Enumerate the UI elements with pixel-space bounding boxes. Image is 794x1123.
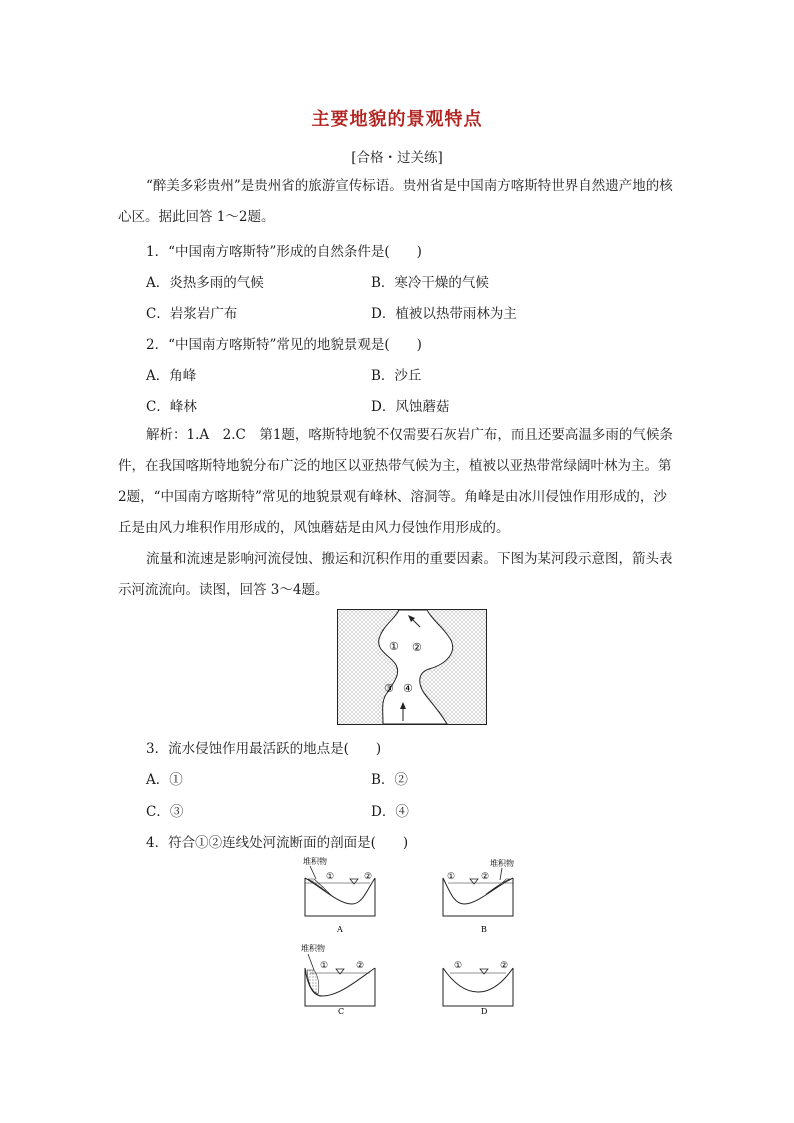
cross-section-a: [300, 856, 380, 936]
question-1-option-c: C．岩浆岩广布: [146, 306, 238, 322]
question-1-option-d: D．植被以热带雨林为主: [371, 306, 517, 322]
question-3-option-d: D．④: [371, 804, 409, 820]
river-diagram: [337, 609, 487, 725]
section-c-label-2: ②: [356, 961, 365, 971]
section-b-label-2: ②: [481, 872, 490, 882]
page-subtitle: [合格・过关练]: [351, 150, 443, 166]
section-d-label-2: ②: [500, 961, 509, 971]
river-label-1: ①: [389, 640, 399, 653]
river-label-2: ②: [412, 641, 422, 654]
river-label-3: ③: [384, 682, 394, 695]
section-a-label-2: ②: [364, 872, 373, 882]
cross-section-c: [300, 940, 385, 1020]
question-3-option-a: A．①: [146, 772, 183, 788]
section-c-deposit-label: 堆积物: [301, 944, 325, 953]
section-b-caption: B: [481, 925, 487, 934]
analysis-paragraph: 解析：1.A 2.C 第1题，喀斯特地貌不仅需要石灰岩广布，而且还要高温多雨的气候条件，在我国喀斯特地貌分布广泛的地区以亚热带气候为主，植被以亚热带常绿阔叶林为主。第2题，“中国南方喀斯特”常见的地貌景观有峰林、溶洞等。角峰是由冰川侵蚀作用形成的，沙丘是由风力堆积作用形成的，风蚀蘑菇是由风力侵蚀作用形成的。: [118, 427, 673, 536]
cross-section-d: [440, 940, 525, 1020]
section-c-label-1: ①: [320, 961, 329, 971]
question-2-stem: 2．“中国南方喀斯特”常见的地貌景观是( ): [146, 337, 422, 353]
question-1-option-a: A．炎热多雨的气候: [146, 275, 264, 291]
section-a-caption: A: [337, 925, 343, 934]
question-2-option-d: D．风蚀蘑菇: [371, 399, 450, 415]
cross-section-b: [440, 856, 530, 936]
question-1-option-b: B．寒冷干燥的气候: [371, 275, 489, 291]
intro-paragraph-2: 流量和流速是影响河流侵蚀、搬运和沉积作用的重要因素。下图为某河段示意图，箭头表示河流流向。读图，回答 3～4题。: [118, 551, 673, 598]
question-4-stem: 4．符合①②连线处河流断面的剖面是( ): [146, 835, 409, 851]
intro-paragraph-1: “醉美多彩贵州”是贵州省的旅游宣传标语。贵州省是中国南方喀斯特世界自然遗产地的核心区。据此回答 1～2题。: [118, 178, 673, 225]
question-3-option-c: C．③: [146, 804, 184, 820]
question-3-option-b: B．②: [371, 772, 408, 788]
question-2-option-c: C．峰林: [146, 399, 197, 415]
river-label-4: ④: [403, 682, 413, 695]
question-1-stem: 1．“中国南方喀斯特”形成的自然条件是( ): [146, 244, 422, 260]
section-c-caption: C: [338, 1007, 345, 1016]
section-b-deposit-label: 堆积物: [490, 859, 514, 868]
section-d-caption: D: [481, 1007, 488, 1016]
question-3-stem: 3．流水侵蚀作用最活跃的地点是( ): [146, 741, 382, 757]
question-2-option-b: B．沙丘: [371, 368, 422, 384]
section-a-deposit-label: 堆积物: [303, 857, 327, 866]
section-d-label-1: ①: [454, 961, 463, 971]
section-a-label-1: ①: [326, 872, 335, 882]
page-title: 主要地貌的景观特点: [311, 109, 483, 130]
question-2-option-a: A．角峰: [146, 368, 197, 384]
section-b-label-1: ①: [447, 872, 456, 882]
